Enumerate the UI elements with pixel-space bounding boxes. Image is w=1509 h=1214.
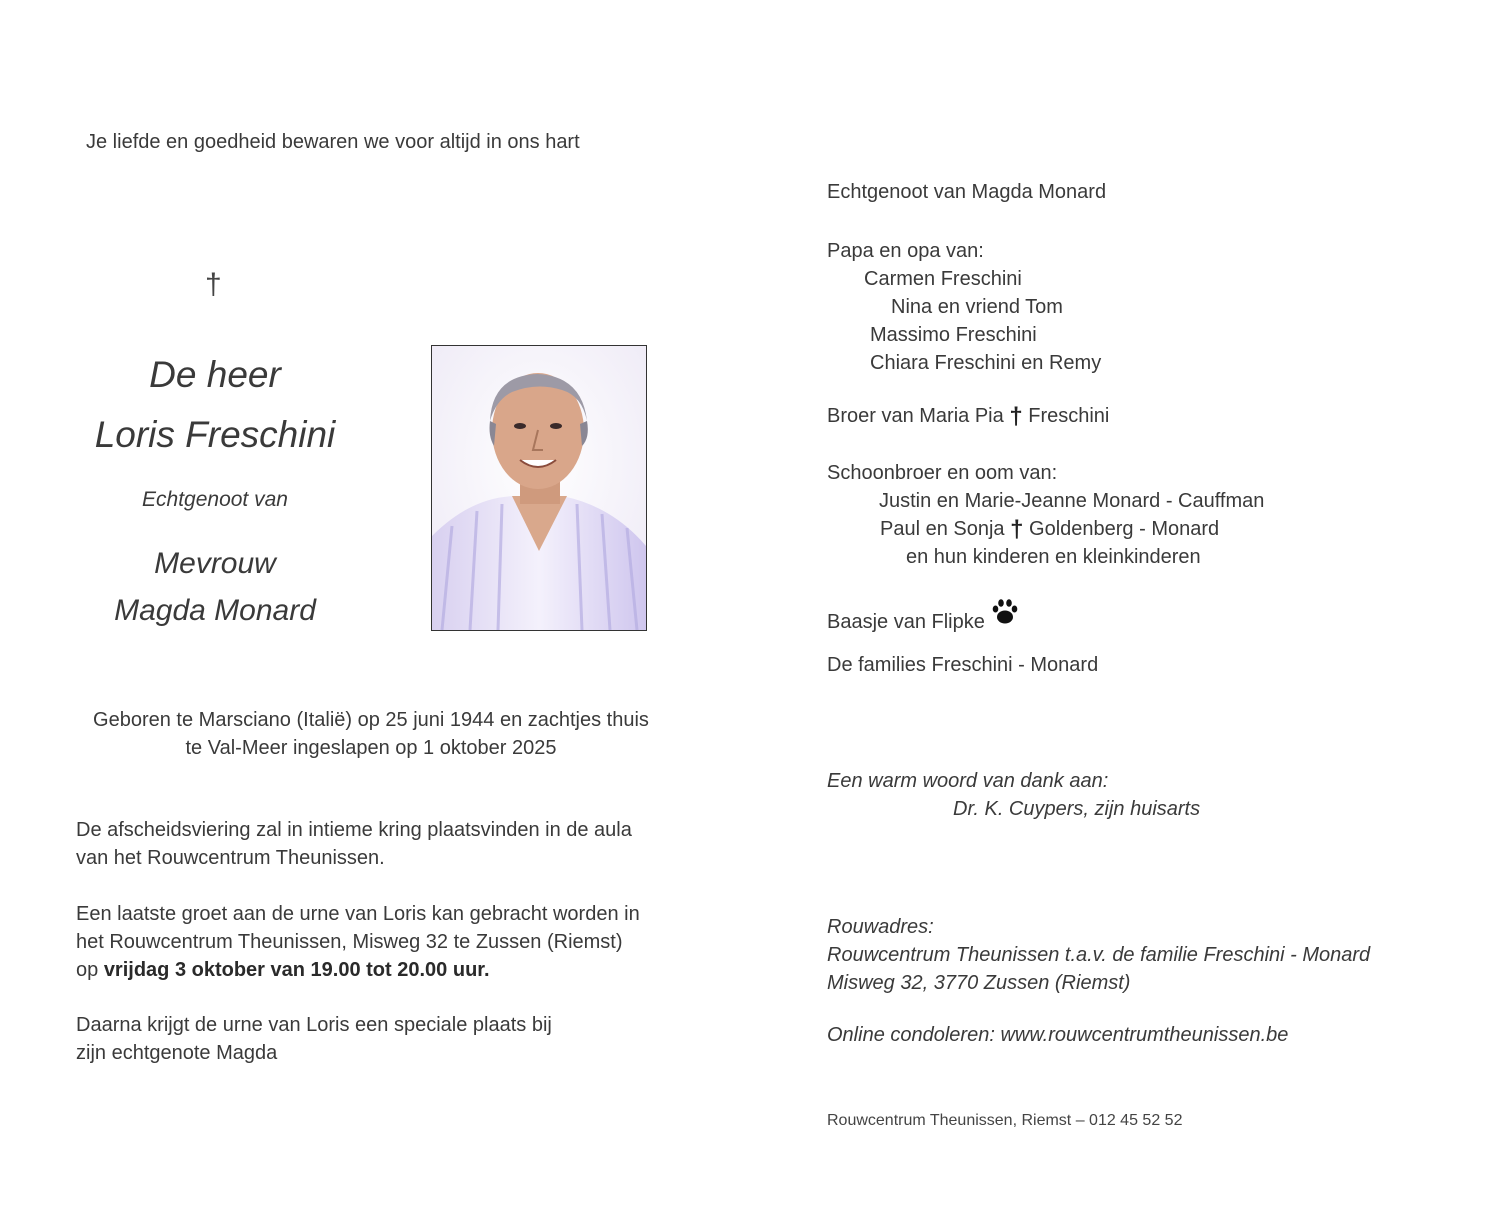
online-condolence-link[interactable]: Online condoleren: www.rouwcentrumtheunissen.be	[827, 1024, 1289, 1046]
spouse-line: Echtgenoot van Magda Monard	[827, 181, 1107, 203]
pet-line	[827, 598, 1018, 634]
thanks-person: Dr. K. Cuypers, zijn huisarts	[953, 798, 1201, 820]
thanks-heading: Een warm woord van dank aan:	[827, 770, 1109, 792]
children-block	[827, 237, 1101, 377]
greeting-paragraph	[76, 900, 640, 984]
paw-print-icon	[992, 598, 1018, 626]
after-line: zijn echtgenote Magda	[76, 1042, 278, 1064]
families-line: De families Freschini - Monard	[827, 654, 1099, 676]
ceremony-line: De afscheidsviering zal in intieme kring plaatsvinden in de aula	[76, 819, 632, 841]
after-paragraph	[76, 1011, 552, 1067]
child-item: Carmen Freschini	[864, 268, 1022, 290]
deceased-title: De heer	[149, 354, 281, 395]
greeting-line	[76, 956, 640, 984]
greeting-line: het Rouwcentrum Theunissen, Misweg 32 te Zussen (Riemst)	[76, 931, 623, 953]
inlaw-prefix: Paul en Sonja	[880, 518, 1005, 540]
portrait-photo	[431, 345, 647, 631]
inlaw-suffix: Goldenberg - Monard	[1029, 518, 1220, 540]
cross-icon: †	[1009, 403, 1023, 430]
inlaw-item: en hun kinderen en kleinkinderen	[906, 546, 1201, 568]
death-line: te Val-Meer ingeslapen op 1 oktober 2025	[185, 737, 557, 759]
after-line: Daarna krijgt de urne van Loris een speciale plaats bij	[76, 1014, 552, 1036]
address-heading: Rouwadres:	[827, 916, 934, 938]
spouse-name: Magda Monard	[114, 594, 316, 627]
pet-text: Baasje van Flipke	[827, 611, 985, 633]
address-line: Misweg 32, 3770 Zussen (Riemst)	[827, 972, 1131, 994]
inlaw-item: Justin en Marie-Jeanne Monard - Cauffman	[879, 490, 1265, 512]
visitation-time: vrijdag 3 oktober van 19.00 tot 20.00 uur.	[103, 959, 490, 981]
inlaws-heading: Schoonbroer en oom van:	[827, 462, 1058, 484]
brother-prefix: Broer van Maria Pia	[827, 405, 1004, 427]
ceremony-line: van het Rouwcentrum Theunissen.	[76, 847, 385, 869]
children-heading: Papa en opa van:	[827, 240, 984, 262]
inlaw-item	[827, 515, 1264, 543]
thanks-block	[827, 767, 1200, 823]
address-line: Rouwcentrum Theunissen t.a.v. de familie Freschini - Monard	[827, 944, 1371, 966]
spouse-intro: Echtgenoot van	[142, 488, 288, 511]
grandchild-item: Nina en vriend Tom	[891, 296, 1063, 318]
ceremony-paragraph	[76, 816, 632, 872]
cross-icon: †	[1010, 516, 1024, 543]
child-item: Massimo Freschini	[870, 324, 1037, 346]
child-item: Chiara Freschini en Remy	[870, 352, 1102, 374]
memorial-quote: Je liefde en goedheid bewaren we voor altijd in ons hart	[86, 131, 580, 153]
inlaws-block	[827, 459, 1264, 571]
brother-line	[827, 403, 1109, 431]
birth-line: Geboren te Marsciano (Italië) op 25 juni 1944 en zachtjes thuis	[93, 709, 649, 731]
greeting-prefix: op	[76, 959, 99, 981]
brother-suffix: Freschini	[1028, 405, 1110, 427]
footer-credit: Rouwcentrum Theunissen, Riemst – 012 45 52 52	[827, 1112, 1183, 1129]
spouse-title: Mevrouw	[154, 547, 276, 580]
cross-icon: †	[205, 268, 222, 301]
address-block	[827, 913, 1370, 997]
birth-death-text	[40, 706, 702, 762]
greeting-line: Een laatste groet aan de urne van Loris kan gebracht worden in	[76, 903, 640, 925]
deceased-name: Loris Freschini	[94, 414, 336, 455]
